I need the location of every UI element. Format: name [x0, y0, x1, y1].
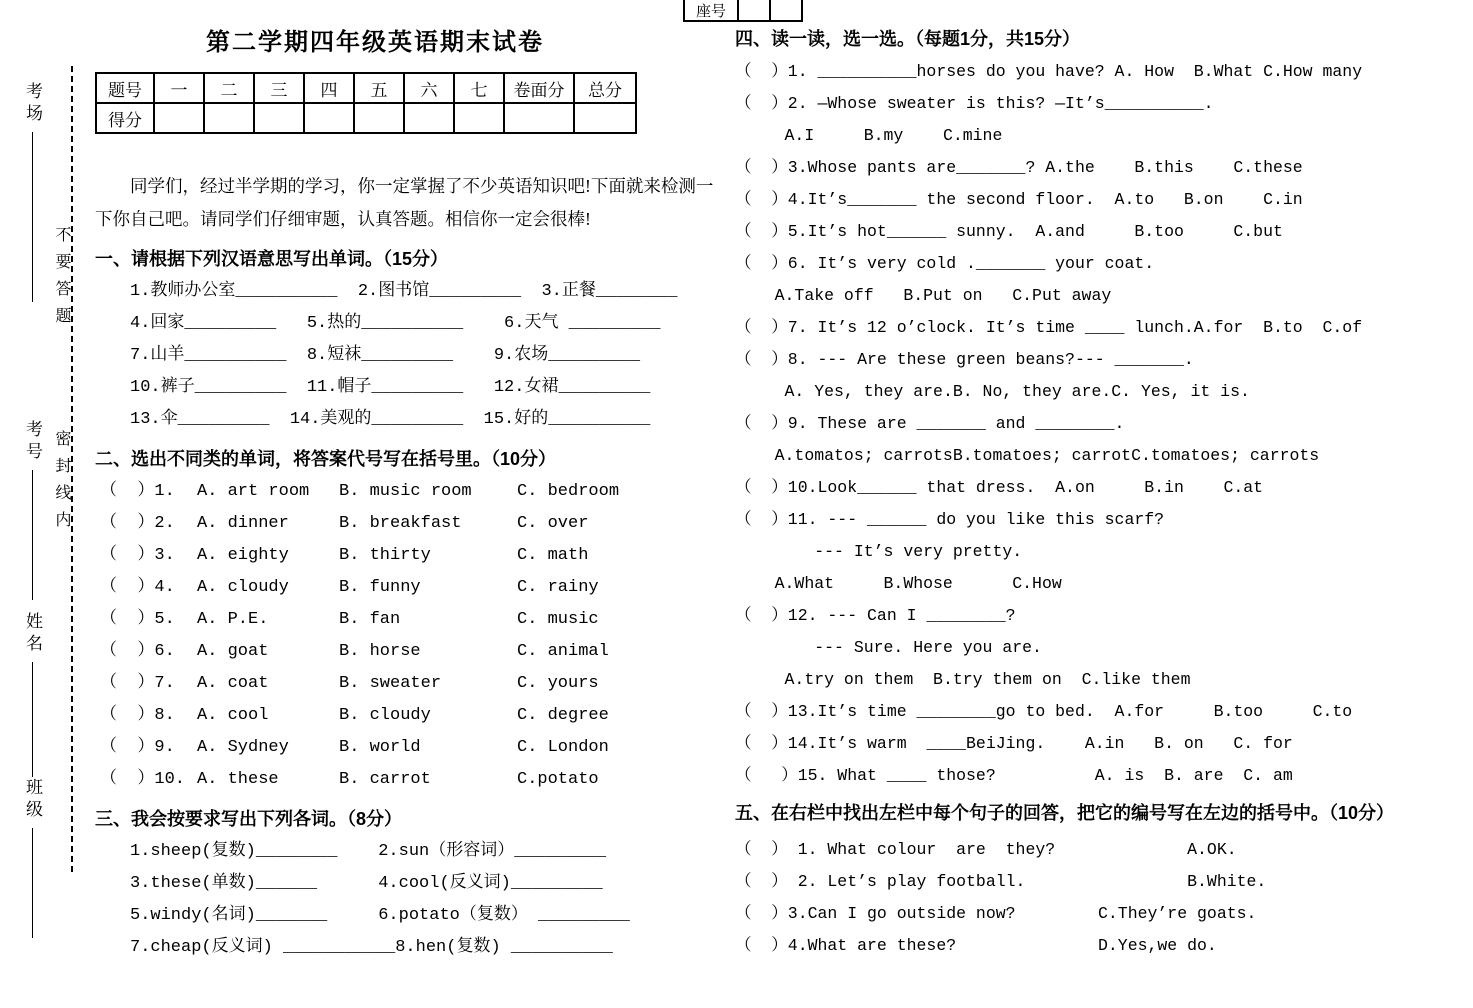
exam-room-blank-line: [32, 132, 34, 302]
word-form-row: 5.windy(名词)_______ 6.potato（复数） _________: [130, 906, 630, 925]
option-b: B. cloudy: [339, 706, 431, 725]
margin-field-exam-number: [24, 420, 41, 600]
word-translation-row: 1.教师办公室__________ 2.图书馆_________ 3.正餐________: [130, 282, 678, 301]
score-table-score-row: [96, 103, 636, 133]
option-line: A.try on them B.try them on C.like them: [735, 670, 1191, 689]
answer-bracket: （ ）3.: [100, 546, 175, 565]
odd-one-out-row: [95, 732, 723, 764]
question-line: （ ）13.It’s time ________go to bed. A.for B.too C.to: [735, 702, 1353, 721]
section2-choice-list: [95, 476, 723, 796]
seal-fold-line: [71, 66, 73, 872]
answer-bracket: （ ）9.: [100, 738, 175, 757]
score-header-cell: 一: [154, 73, 204, 103]
option-a: A. art room: [197, 482, 310, 501]
score-empty-cell: [254, 103, 304, 133]
option-b: B. music room: [339, 482, 472, 501]
option-b: B. carrot: [339, 770, 431, 789]
matching-row: [735, 898, 1457, 930]
odd-one-out-row: [95, 572, 723, 604]
score-header-cell: 四: [304, 73, 354, 103]
score-empty-cell: [304, 103, 354, 133]
matching-question: （ ） 2. Let’s play football.: [735, 872, 1026, 891]
score-empty-cell: [454, 103, 504, 133]
left-column: [95, 28, 723, 964]
option-b: B. horse: [339, 642, 421, 661]
odd-one-out-row: [95, 508, 723, 540]
option-b: B. thirty: [339, 546, 431, 565]
dialog-line: --- It’s very pretty.: [735, 542, 1023, 561]
matching-question: （ ） 1. What colour are they?: [735, 840, 1056, 859]
class-blank-line: [32, 828, 34, 938]
score-header-cell: 三: [254, 73, 304, 103]
score-table: [95, 72, 637, 134]
seal-text-top: 不要答题: [53, 226, 70, 334]
answer-bracket: （ ）7.: [100, 674, 175, 693]
score-header-cell: 卷面分: [504, 73, 574, 103]
question-line: （ ）9. These are _______ and ________.: [735, 414, 1125, 433]
option-line: A.What B.Whose C.How: [735, 574, 1062, 593]
odd-one-out-row: [95, 764, 723, 796]
class-label: 班级: [23, 778, 42, 822]
word-translation-row: 13.伞_________ 14.美观的_________ 15.好的__________: [130, 410, 651, 429]
question-line: （ ）8. --- Are these green beans?--- _______.: [735, 350, 1194, 369]
option-c: C.potato: [517, 770, 599, 789]
question-line: （ ）14.It’s warm ____BeiJing. A.in B. on C. for: [735, 734, 1293, 753]
option-a: A. P.E.: [197, 610, 269, 629]
option-c: C. music: [517, 610, 599, 629]
section1-heading: 一、请根据下列汉语意思写出单词。（15分）: [95, 249, 449, 269]
question-line: （ ）11. --- ______ do you like this scarf?: [735, 510, 1165, 529]
score-empty-cell: [574, 103, 636, 133]
odd-one-out-row: [95, 540, 723, 572]
intro-text: 同学们，经过半学期的学习，你一定掌握了不少英语知识吧!下面就来检测一下你自己吧。请同学们仔细审题，认真答题。相信你一定会很棒!: [95, 176, 714, 229]
option-a: A. cool: [197, 706, 269, 725]
matching-answer: C.They’re goats.: [1098, 904, 1257, 923]
option-line: A. Yes, they are.B. No, they are.C. Yes, it is.: [735, 382, 1250, 401]
odd-one-out-row: [95, 700, 723, 732]
score-header-cell: 题号: [96, 73, 154, 103]
matching-row: [735, 866, 1457, 898]
word-form-row: 7.cheap(反义词) ___________8.hen(复数) __________: [130, 938, 613, 957]
score-table-header-row: [96, 73, 636, 103]
answer-bracket: （ ）10.: [100, 770, 186, 789]
matching-row: [735, 834, 1457, 866]
section4-heading: 四、读一读，选一选。（每题1分，共15分）: [735, 29, 1081, 49]
option-c: C. bedroom: [517, 482, 620, 501]
option-b: B. world: [339, 738, 421, 757]
option-c: C. over: [517, 514, 589, 533]
odd-one-out-row: [95, 476, 723, 508]
exam-number-label: 考号: [23, 420, 42, 464]
option-a: A. coat: [197, 674, 269, 693]
odd-one-out-row: [95, 668, 723, 700]
exam-room-label: 考场: [23, 82, 42, 126]
option-a: A. dinner: [197, 514, 289, 533]
question-line: （ ）2. —Whose sweater is this? —It’s__________.: [735, 94, 1214, 113]
page-title: 第二学期四年级英语期末试卷: [206, 29, 544, 56]
question-line: （ ）4.It’s_______ the second floor. A.to B.on C.in: [735, 190, 1303, 209]
score-empty-cell: [204, 103, 254, 133]
question-line: （ ）3.Whose pants are_______? A.the B.this C.these: [735, 158, 1303, 177]
question-line: （ ）10.Look______ that dress. A.on B.in C.at: [735, 478, 1264, 497]
seat-number-box: [683, 0, 803, 22]
option-b: B. breakfast: [339, 514, 462, 533]
question-line: （ ）7. It’s 12 o’clock. It’s time ____ lunch.A.for B.to C.of: [735, 318, 1363, 337]
section2-heading: 二、选出不同类的单词，将答案代号写在括号里。（10分）: [95, 449, 557, 469]
option-c: C. London: [517, 738, 609, 757]
answer-bracket: （ ）1.: [100, 482, 175, 501]
option-line: A.Take off B.Put on C.Put away: [735, 286, 1112, 305]
name-blank-line: [32, 662, 34, 777]
section1-word-list: [95, 276, 723, 436]
matching-answer: B.White.: [1098, 872, 1267, 891]
matching-answer: A.OK.: [1098, 840, 1237, 859]
option-b: B. sweater: [339, 674, 442, 693]
question-line: （ ）5.It’s hot______ sunny. A.and B.too C.but: [735, 222, 1283, 241]
option-c: C. animal: [517, 642, 609, 661]
score-row-label-cell: 得分: [96, 103, 154, 133]
word-translation-row: 10.裤子_________ 11.帽子_________ 12.女裙_________: [130, 378, 651, 397]
word-form-row: 1.sheep(复数)________ 2.sun（形容词）_________: [130, 842, 607, 861]
score-header-cell: 二: [204, 73, 254, 103]
seat-number-cell: [769, 0, 803, 22]
score-header-cell: 六: [404, 73, 454, 103]
question-line: （ ）6. It’s very cold ._______ your coat.: [735, 254, 1155, 273]
option-c: C. yours: [517, 674, 599, 693]
question-line: （ ）1. __________horses do you have? A. How B.What C.How many: [735, 62, 1363, 81]
option-b: B. funny: [339, 578, 421, 597]
right-column: [735, 24, 1457, 962]
section5-heading: 五、在右栏中找出左栏中每个句子的回答，把它的编号写在左边的括号中。（10分）: [735, 803, 1395, 823]
answer-bracket: （ ）8.: [100, 706, 175, 725]
seal-text-bottom: 密封线内: [53, 430, 70, 538]
answer-bracket: （ ）6.: [100, 642, 175, 661]
answer-bracket: （ ）2.: [100, 514, 175, 533]
word-form-row: 3.these(单数)______ 4.cool(反义词)_________: [130, 874, 603, 893]
matching-question: （ ）4.What are these?: [735, 936, 957, 955]
section5-matching: [735, 834, 1457, 962]
score-empty-cell: [404, 103, 454, 133]
option-line: A.tomatos; carrotsB.tomatoes; carrotC.tomatoes; carrots: [735, 446, 1320, 465]
exam-number-blank-line: [32, 470, 34, 600]
score-header-cell: 五: [354, 73, 404, 103]
answer-bracket: （ ）4.: [100, 578, 175, 597]
margin-field-class: [24, 778, 41, 938]
name-label: 姓名: [23, 612, 42, 656]
question-line: （ ）12. --- Can I ________?: [735, 606, 1016, 625]
dialog-line: --- Sure. Here you are.: [735, 638, 1042, 657]
option-a: A. eighty: [197, 546, 289, 565]
score-empty-cell: [154, 103, 204, 133]
word-translation-row: 7.山羊__________ 8.短袜_________ 9.农场_________: [130, 346, 641, 365]
word-translation-row: 4.回家_________ 5.热的__________ 6.天气 _________: [130, 314, 661, 333]
score-header-cell: 七: [454, 73, 504, 103]
section3-heading: 三、我会按要求写出下列各词。（8分）: [95, 809, 403, 829]
seat-number-label: 座号: [683, 0, 739, 22]
score-empty-cell: [354, 103, 404, 133]
option-c: C. rainy: [517, 578, 599, 597]
option-b: B. fan: [339, 610, 401, 629]
option-a: A. goat: [197, 642, 269, 661]
option-a: A. these: [197, 770, 279, 789]
score-empty-cell: [504, 103, 574, 133]
matching-question: （ ）3.Can I go outside now?: [735, 904, 1016, 923]
option-a: A. cloudy: [197, 578, 289, 597]
odd-one-out-row: [95, 636, 723, 668]
matching-row: [735, 930, 1457, 962]
margin-field-name: [24, 612, 41, 777]
section3-word-forms: [95, 836, 723, 964]
section4-questions: [735, 56, 1457, 792]
option-c: C. degree: [517, 706, 609, 725]
seat-number-cell: [737, 0, 771, 22]
question-line: （ ）15. What ____ those? A. is B. are C. am: [735, 766, 1293, 785]
score-header-cell: 总分: [574, 73, 636, 103]
option-a: A. Sydney: [197, 738, 289, 757]
option-line: A.I B.my C.mine: [735, 126, 1003, 145]
answer-bracket: （ ）5.: [100, 610, 175, 629]
matching-answer: D.Yes,we do.: [1098, 936, 1217, 955]
option-c: C. math: [517, 546, 589, 565]
odd-one-out-row: [95, 604, 723, 636]
margin-field-exam-room: [24, 82, 41, 302]
